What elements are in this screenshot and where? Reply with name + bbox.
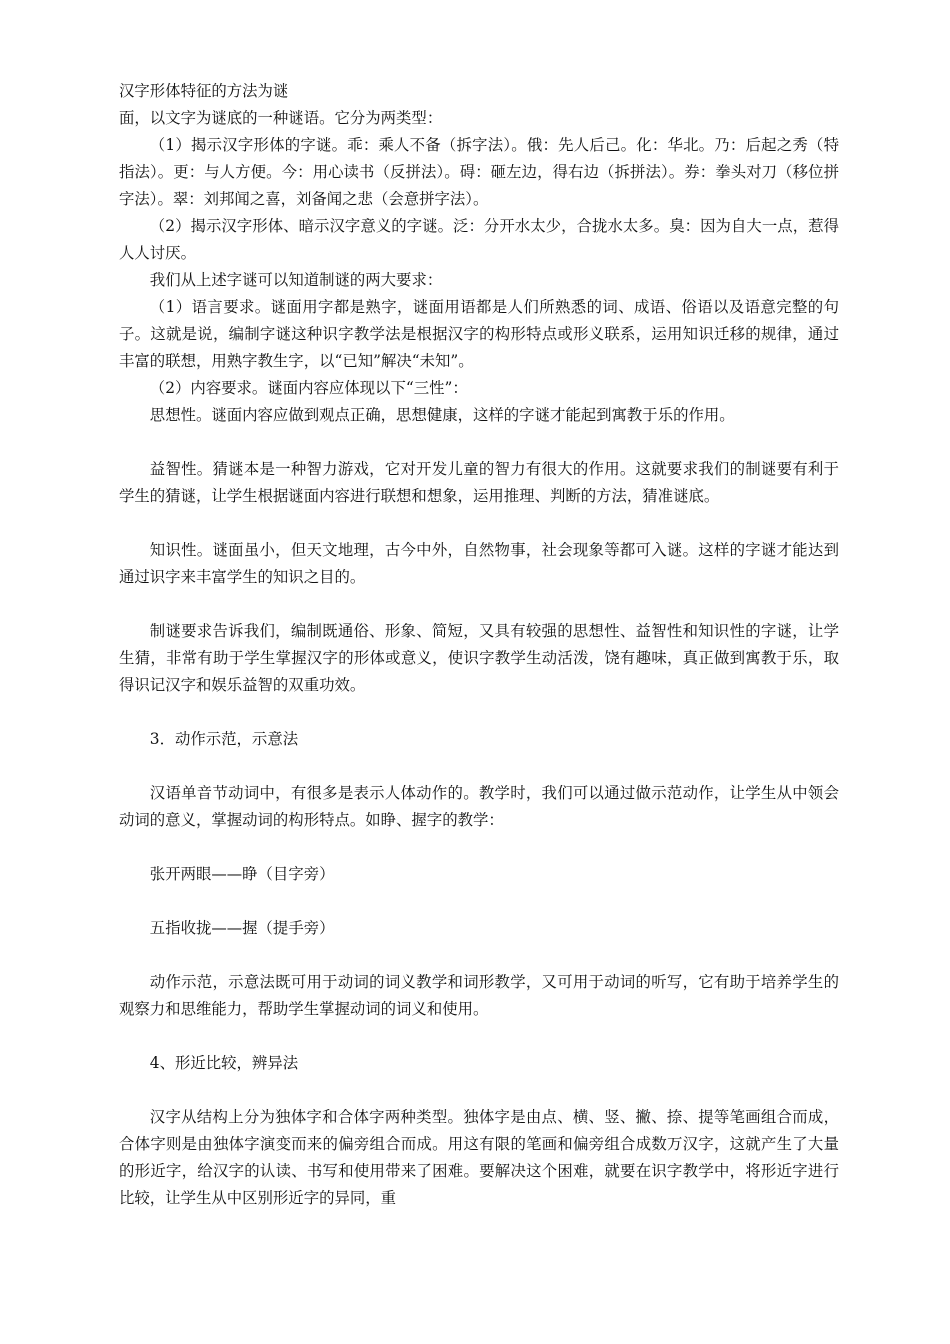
paragraph-action-verbs: 汉语单音节动词中，有很多是表示人体动作的。教学时，我们可以通过做示范动作，让学生从中领会动词的意义，掌握动词的构形特点。如睁、握字的教学：	[119, 784, 839, 829]
paragraph-type-1: （1）揭示汉字形体的字谜。乖：乘人不备（拆字法）。俄：先人后己。化：华北。乃：后起之秀（特指法）。更：与人方便。今：用心读书（反拼法）。碍：砸左边，得右边（拆拼法）。券：拳头对刀（移位拼字法）。翠：刘邦闻之喜，刘备闻之悲（会意拼字法）。	[119, 136, 839, 208]
paragraph-language-requirement: （1）语言要求。谜面用字都是熟字，谜面用语都是人们所熟悉的词、成语、俗语以及语意完整的句子。这就是说，编制字谜这种识字教学法是根据汉字的构形特点或形义联系，运用知识迁移的规律，通过丰富的联想，用熟字教生字，以“已知”解决“未知”。	[119, 298, 839, 370]
section-heading-4: 4、形近比较，辨异法	[149, 1054, 299, 1072]
paragraph-intro: 面，以文字为谜底的一种谜语。它分为两类型：	[119, 109, 443, 127]
paragraph-riddle-summary: 制谜要求告诉我们，编制既通俗、形象、简短，又具有较强的思想性、益智性和知识性的字谜，让学生猜，非常有助于学生掌握汉字的形体或意义，使识字教学生动活泼，饶有趣味，真正做到寓教于乐，取得识记汉字和娱乐益智的双重功效。	[119, 622, 839, 694]
paragraph-content-requirement: （2）内容要求。谜面内容应体现以下“三性”：	[149, 379, 468, 397]
paragraph-structure: 汉字从结构上分为独体字和合体字两种类型。独体字是由点、横、竖、撇、捺、提等笔画组合而成，合体字则是由独体字演变而来的偏旁组合而成。用这有限的笔画和偏旁组合成数万汉字，这就产生了大量的形近字，给汉字的认读、书写和使用带来了困难。要解决这个困难，就要在识字教学中，将形近字进行比较，让学生从中区别形近字的异同，重	[119, 1108, 839, 1207]
paragraph-requirements-intro: 我们从上述字谜可以知道制谜的两大要求：	[149, 271, 443, 289]
paragraph-knowledge: 知识性。谜面虽小，但天文地理，古今中外，自然物事，社会现象等都可入谜。这样的字谜才能达到通过识字来丰富学生的知识之目的。	[119, 541, 839, 586]
section-heading-3: 3．动作示范，示意法	[149, 730, 299, 748]
example-zheng: 张开两眼——睁（目字旁）	[149, 865, 335, 883]
paragraph-action-summary: 动作示范，示意法既可用于动词的词义教学和词形教学，又可用于动词的听写，它有助于培养学生的观察力和思维能力，帮助学生掌握动词的词义和使用。	[119, 973, 839, 1018]
example-wo: 五指收拢——握（提手旁）	[149, 919, 335, 937]
paragraph-title-fragment: 汉字形体特征的方法为谜	[119, 82, 289, 100]
document-body	[119, 78, 839, 1212]
paragraph-ideological: 思想性。谜面内容应做到观点正确，思想健康，这样的字谜才能起到寓教于乐的作用。	[149, 406, 735, 424]
paragraph-type-2: （2）揭示汉字形体、暗示汉字意义的字谜。泛：分开水太少，合拢水太多。臭：因为自大一点，惹得人人讨厌。	[119, 217, 839, 262]
paragraph-intellectual: 益智性。猜谜本是一种智力游戏，它对开发儿童的智力有很大的作用。这就要求我们的制谜要有利于学生的猜谜，让学生根据谜面内容进行联想和想象，运用推理、判断的方法，猜准谜底。	[119, 460, 839, 505]
